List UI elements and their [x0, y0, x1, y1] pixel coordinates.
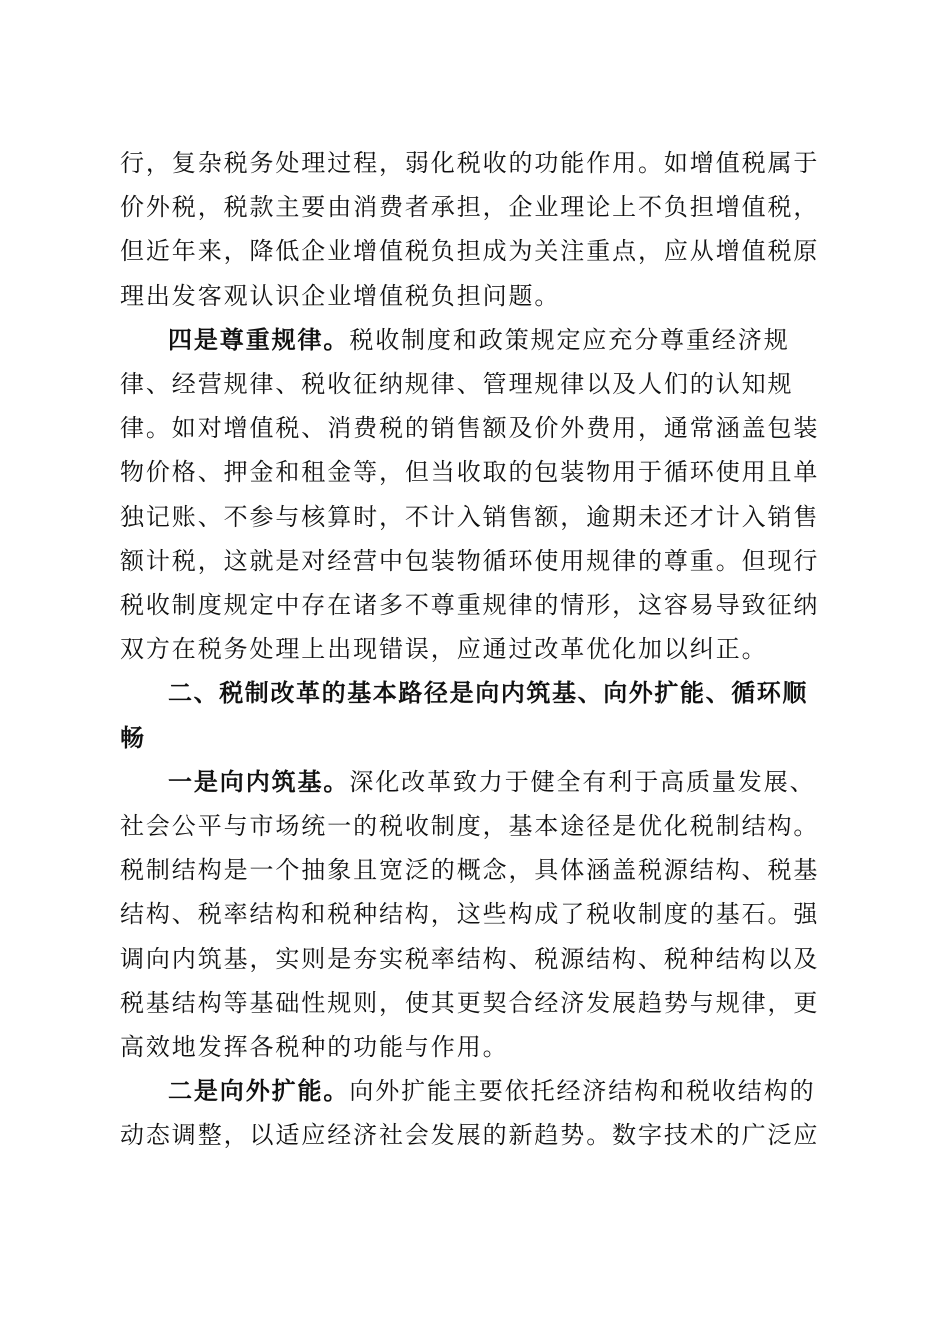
paragraph-lead: 二是向外扩能。 — [168, 1076, 350, 1106]
paragraph-inward-foundation — [120, 760, 830, 1069]
paragraph-body: 税收制度和政策规定应充分尊重经济规律、经营规律、税收征纳规律、管理规律以及人们的认知规律。如对增值税、消费税的销售额及价外费用，通常涵盖包装物价格、押金和租金等，但当收取的包装物用于循环使用且单独记账、不参与核算时，不计入销售额，逾期未还才计入销售额计税，这就是对经营中包装物循环使用规律的尊重。但现行税收制度规定中存在诸多不尊重规律的情形，这容易导致征纳双方在税务处理上出现错误，应通过改革优化加以纠正。 — [120, 325, 820, 664]
section-heading: 二、税制改革的基本路径是向内筑基、向外扩能、循环顺畅 — [120, 679, 808, 752]
paragraph-outward-expansion — [120, 1069, 830, 1157]
paragraph-respect-laws — [120, 318, 830, 672]
paragraph-body: 向外扩能主要依托经济结构和税收结构的动态调整，以适应经济社会发展的新趋势。数字技术的广泛应 — [120, 1077, 820, 1150]
paragraph-body: 深化改革致力于健全有利于高质量发展、社会公平与市场统一的税收制度，基本途径是优化税制结构。税制结构是一个抽象且宽泛的概念，具体涵盖税源结构、税基结构、税率结构和税种结构，这些构成了税收制度的基石。强调向内筑基，实则是夯实税率结构、税源结构、税种结构以及税基结构等基础性规则，使其更契合经济发展趋势与规律，更高效地发挥各税种的功能与作用。 — [120, 767, 820, 1062]
paragraph-lead: 四是尊重规律。 — [168, 324, 350, 354]
paragraph-lead: 一是向内筑基。 — [168, 766, 350, 796]
paragraph-continuation: 行，复杂税务处理过程，弱化税收的功能作用。如增值税属于价外税，税款主要由消费者承担，企业理论上不负担增值税，但近年来，降低企业增值税负担成为关注重点，应从增值税原理出发客观认识企业增值税负担问题。 — [120, 149, 820, 310]
document-page — [120, 141, 830, 1158]
